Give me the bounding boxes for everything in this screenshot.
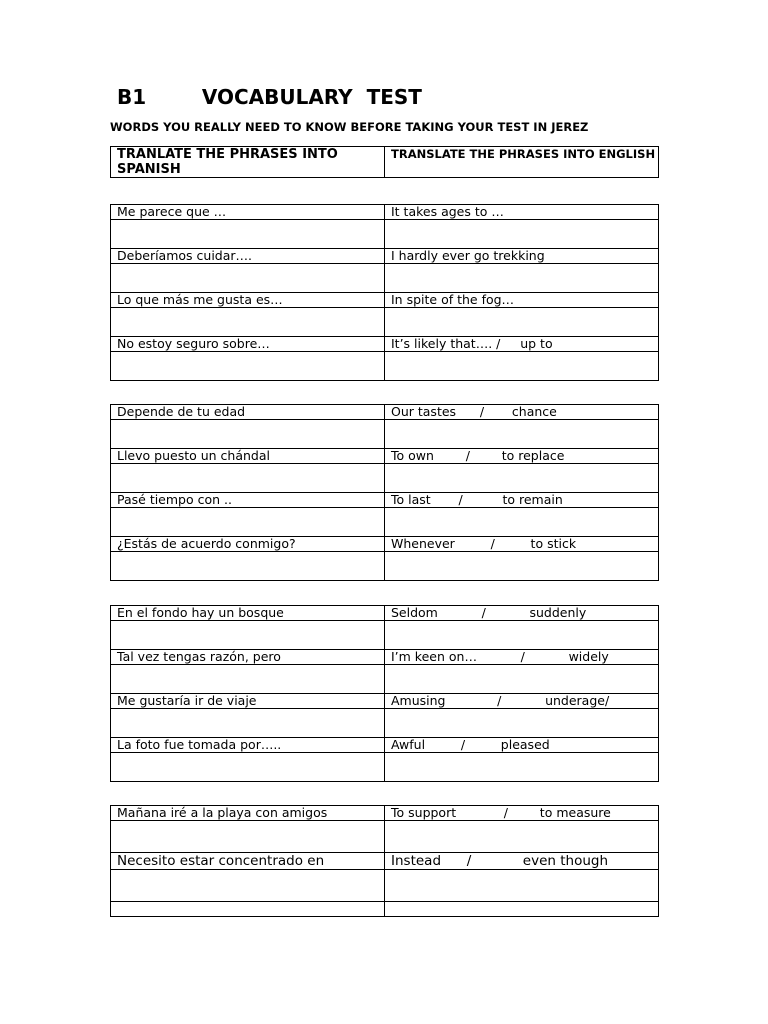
answer-cell-english[interactable] [385, 464, 659, 493]
answer-row [111, 665, 659, 694]
answer-cell-spanish[interactable] [111, 870, 385, 902]
answer-cell-english[interactable] [385, 552, 659, 581]
spanish-phrase: La foto fue tomada por….. [111, 738, 385, 753]
phrase-row [111, 537, 659, 552]
english-phrase: Whenever / to stick [385, 537, 659, 552]
answer-cell-english[interactable] [385, 621, 659, 650]
answer-cell-english[interactable] [385, 420, 659, 449]
answer-row [111, 821, 659, 853]
spanish-phrase: Deberíamos cuidar…. [111, 249, 385, 264]
answer-cell-english[interactable] [385, 870, 659, 902]
vocab-table-3 [110, 605, 659, 782]
spanish-phrase: Llevo puesto un chándal [111, 449, 385, 464]
spanish-phrase: Necesito estar concentrado en [111, 853, 385, 870]
spanish-phrase: Mañana iré a la playa con amigos [111, 806, 385, 821]
answer-cell-english[interactable] [385, 308, 659, 337]
phrase-row [111, 405, 659, 420]
phrase-row [111, 205, 659, 220]
answer-row [111, 709, 659, 738]
answer-row [111, 420, 659, 449]
instruction-english: TRANSLATE THE PHRASES INTO ENGLISH [385, 147, 659, 178]
answer-cell-english[interactable] [385, 821, 659, 853]
answer-cell-spanish[interactable] [111, 352, 385, 381]
english-phrase: I hardly ever go trekking [385, 249, 659, 264]
english-phrase: In spite of the fog… [385, 293, 659, 308]
spanish-phrase: Tal vez tengas razón, pero [111, 650, 385, 665]
spanish-phrase: No estoy seguro sobre… [111, 337, 385, 352]
english-phrase: Awful / pleased [385, 738, 659, 753]
english-phrase: It’s likely that…. / up to [385, 337, 659, 352]
answer-cell-spanish[interactable] [111, 709, 385, 738]
spanish-phrase: Me gustaría ir de viaje [111, 694, 385, 709]
answer-row [111, 464, 659, 493]
answer-row [111, 352, 659, 381]
phrase-row [111, 493, 659, 508]
phrase-row [111, 449, 659, 464]
english-phrase: It takes ages to … [385, 205, 659, 220]
answer-cell-english[interactable] [385, 709, 659, 738]
phrase-row [111, 650, 659, 665]
phrase-row [111, 337, 659, 352]
answer-cell-spanish[interactable] [111, 552, 385, 581]
answer-cell-english[interactable] [385, 753, 659, 782]
english-phrase: Amusing / underage/ [385, 694, 659, 709]
answer-row [111, 308, 659, 337]
english-phrase: Our tastes / chance [385, 405, 659, 420]
instructions-row [111, 147, 659, 178]
english-phrase: I’m keen on… / widely [385, 650, 659, 665]
vocab-table-2 [110, 404, 659, 581]
answer-row [111, 508, 659, 537]
answer-cell-english[interactable] [385, 264, 659, 293]
instruction-spanish: TRANLATE THE PHRASES INTO SPANISH [111, 147, 385, 178]
phrase-row [111, 738, 659, 753]
answer-cell-spanish[interactable] [111, 464, 385, 493]
vocab-table-4 [110, 805, 659, 917]
english-phrase: Instead / even though [385, 853, 659, 870]
spanish-phrase: Lo que más me gusta es… [111, 293, 385, 308]
answer-row [111, 552, 659, 581]
spanish-phrase: En el fondo hay un bosque [111, 606, 385, 621]
page-subtitle: WORDS YOU REALLY NEED TO KNOW BEFORE TAKING YOUR TEST IN JEREZ [110, 120, 589, 134]
phrase-row [111, 853, 659, 870]
answer-cell-spanish[interactable] [111, 753, 385, 782]
answer-cell-spanish[interactable] [111, 508, 385, 537]
answer-row [111, 621, 659, 650]
answer-cell-spanish[interactable] [111, 821, 385, 853]
answer-cell-english[interactable] [385, 352, 659, 381]
answer-cell-spanish[interactable] [111, 621, 385, 650]
answer-row [111, 220, 659, 249]
answer-cell-spanish[interactable] [111, 665, 385, 694]
phrase-row [111, 293, 659, 308]
phrase-row [111, 694, 659, 709]
answer-cell-english[interactable] [385, 220, 659, 249]
answer-cell-english[interactable] [385, 665, 659, 694]
answer-row [111, 870, 659, 902]
phrase-row [111, 249, 659, 264]
phrase-row [111, 806, 659, 821]
spanish-phrase: Depende de tu edad [111, 405, 385, 420]
empty-cell[interactable] [111, 902, 385, 917]
page-title: B1 VOCABULARY TEST [117, 85, 422, 109]
answer-cell-english[interactable] [385, 508, 659, 537]
english-phrase: Seldom / suddenly [385, 606, 659, 621]
answer-cell-spanish[interactable] [111, 264, 385, 293]
answer-cell-spanish[interactable] [111, 220, 385, 249]
spanish-phrase: Me parece que … [111, 205, 385, 220]
instructions-table [110, 146, 659, 178]
english-phrase: To support / to measure [385, 806, 659, 821]
empty-cell[interactable] [385, 902, 659, 917]
answer-row [111, 264, 659, 293]
spanish-phrase: Pasé tiempo con .. [111, 493, 385, 508]
phrase-row [111, 606, 659, 621]
vocab-table-1 [110, 204, 659, 381]
spanish-phrase: ¿Estás de acuerdo conmigo? [111, 537, 385, 552]
english-phrase: To own / to replace [385, 449, 659, 464]
empty-row [111, 902, 659, 917]
english-phrase: To last / to remain [385, 493, 659, 508]
answer-row [111, 753, 659, 782]
answer-cell-spanish[interactable] [111, 308, 385, 337]
answer-cell-spanish[interactable] [111, 420, 385, 449]
